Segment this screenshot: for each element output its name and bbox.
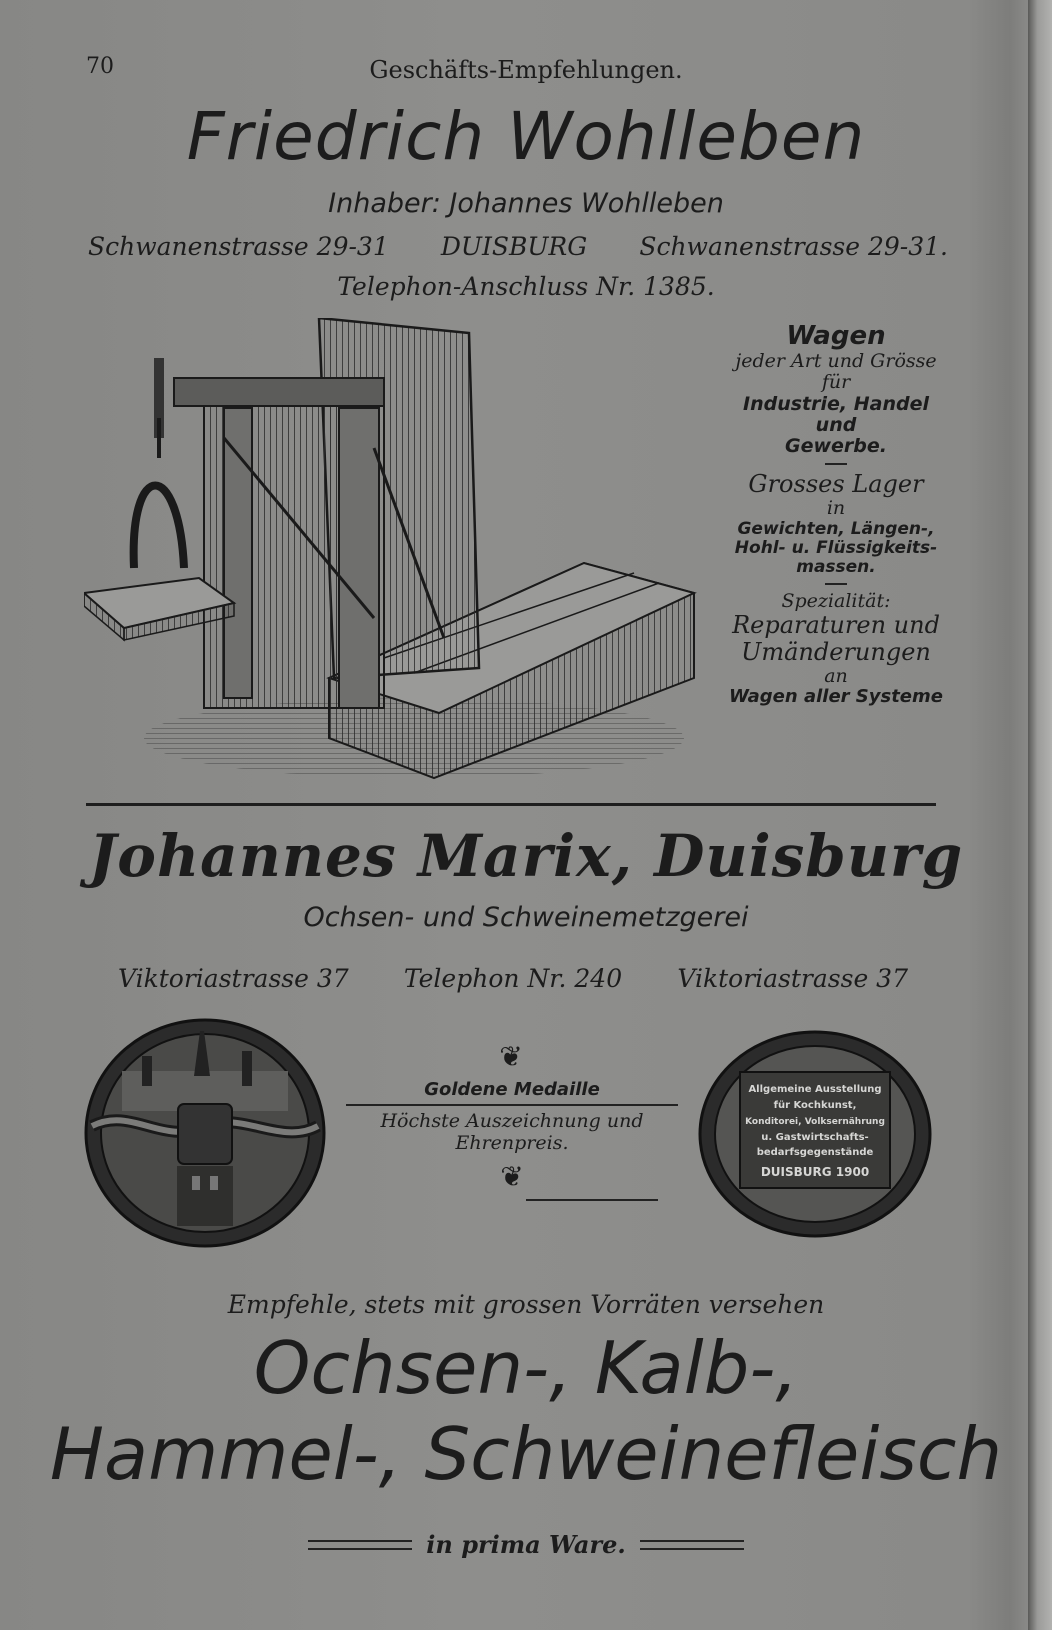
award-rule	[346, 1104, 678, 1106]
medal-text-3: Konditorei, Volksernährung	[745, 1117, 885, 1127]
ad2-company-name: Johannes Marix, Duisburg	[88, 822, 964, 890]
ad2-address-left: Viktoriastrasse 37	[118, 964, 349, 993]
side-line1: jeder Art und Grösse	[735, 350, 937, 373]
medal-text-4: u. Gastwirtschafts-	[761, 1132, 869, 1143]
award-rule-bottom	[526, 1199, 658, 1201]
ad1-telephone: Telephon-Anschluss Nr. 1385.	[337, 272, 715, 301]
ad1-address-left: Schwanenstrasse 29-31	[88, 232, 389, 261]
lager-line1: Gewichten, Längen-,	[737, 518, 935, 539]
medal-text-2: für Kochkunst,	[773, 1100, 857, 1111]
medal-text-1: Allgemeine Ausstellung	[748, 1084, 882, 1095]
lager-line3: massen.	[796, 556, 876, 577]
lager-in: in	[826, 497, 846, 520]
double-rule-right	[640, 1540, 744, 1550]
divider-dash	[825, 463, 847, 465]
lager-heading: Grosses Lager	[748, 470, 924, 499]
ad1-address-row	[88, 232, 948, 261]
recommend-line: Empfehle, stets mit grossen Vorräten versehen	[227, 1290, 825, 1319]
quality-text: in prima Ware.	[426, 1530, 626, 1559]
side-line4: Gewerbe.	[785, 435, 887, 458]
award-line2: Ehrenpreis.	[455, 1132, 569, 1154]
spec-line2: Umänderungen	[741, 637, 931, 666]
spec-line3: Wagen aller Systeme	[729, 685, 943, 707]
ad2-trade: Ochsen- und Schweinemetzgerei	[303, 902, 749, 933]
spec-label: Spezialität:	[781, 589, 891, 612]
running-head: Geschäfts-Empfehlungen.	[369, 56, 683, 84]
award-title: Goldene Medaille	[424, 1079, 600, 1100]
ad2-telephone: Telephon Nr. 240	[403, 964, 623, 993]
medal-reverse-image	[696, 1028, 934, 1240]
ad1-address-right: Schwanenstrasse 29-31.	[639, 232, 948, 261]
ad1-company-name: Friedrich Wohlleben	[186, 98, 866, 175]
ad1-side-text	[724, 322, 948, 707]
side-heading: Wagen	[786, 321, 886, 351]
products-line2: Hammel-, Schweinefleisch	[49, 1412, 1003, 1496]
medal-text-6: DUISBURG 1900	[760, 1165, 870, 1179]
ad1-city: DUISBURG	[440, 232, 588, 261]
section-divider	[86, 803, 936, 806]
side-line2: für	[821, 371, 851, 394]
ornament-icon: ❦	[499, 1040, 525, 1073]
platform-scale-illustration	[84, 318, 726, 788]
quality-line	[0, 1530, 1052, 1559]
ad1-owner: Inhaber: Johannes Wohlleben	[328, 188, 724, 219]
award-line1: Höchste Auszeichnung und	[380, 1110, 644, 1132]
medal-obverse-image	[82, 1016, 328, 1250]
page-number: 70	[86, 54, 114, 79]
spec-an: an	[824, 664, 848, 687]
products-line1: Ochsen-, Kalb-,	[253, 1326, 799, 1410]
side-line3: Industrie, Handel und	[743, 392, 929, 436]
medal-text-5: bedarfsgegenstände	[756, 1147, 874, 1158]
spec-line1: Reparaturen und	[732, 610, 940, 639]
double-rule-left	[308, 1540, 412, 1550]
award-block	[336, 1040, 688, 1201]
ornament-bottom-icon: ❦	[500, 1160, 524, 1193]
divider-dash	[825, 583, 847, 585]
ad2-address-row	[118, 964, 908, 993]
ad2-address-right: Viktoriastrasse 37	[677, 964, 908, 993]
lager-line2: Hohl- u. Flüssigkeits-	[734, 537, 938, 558]
